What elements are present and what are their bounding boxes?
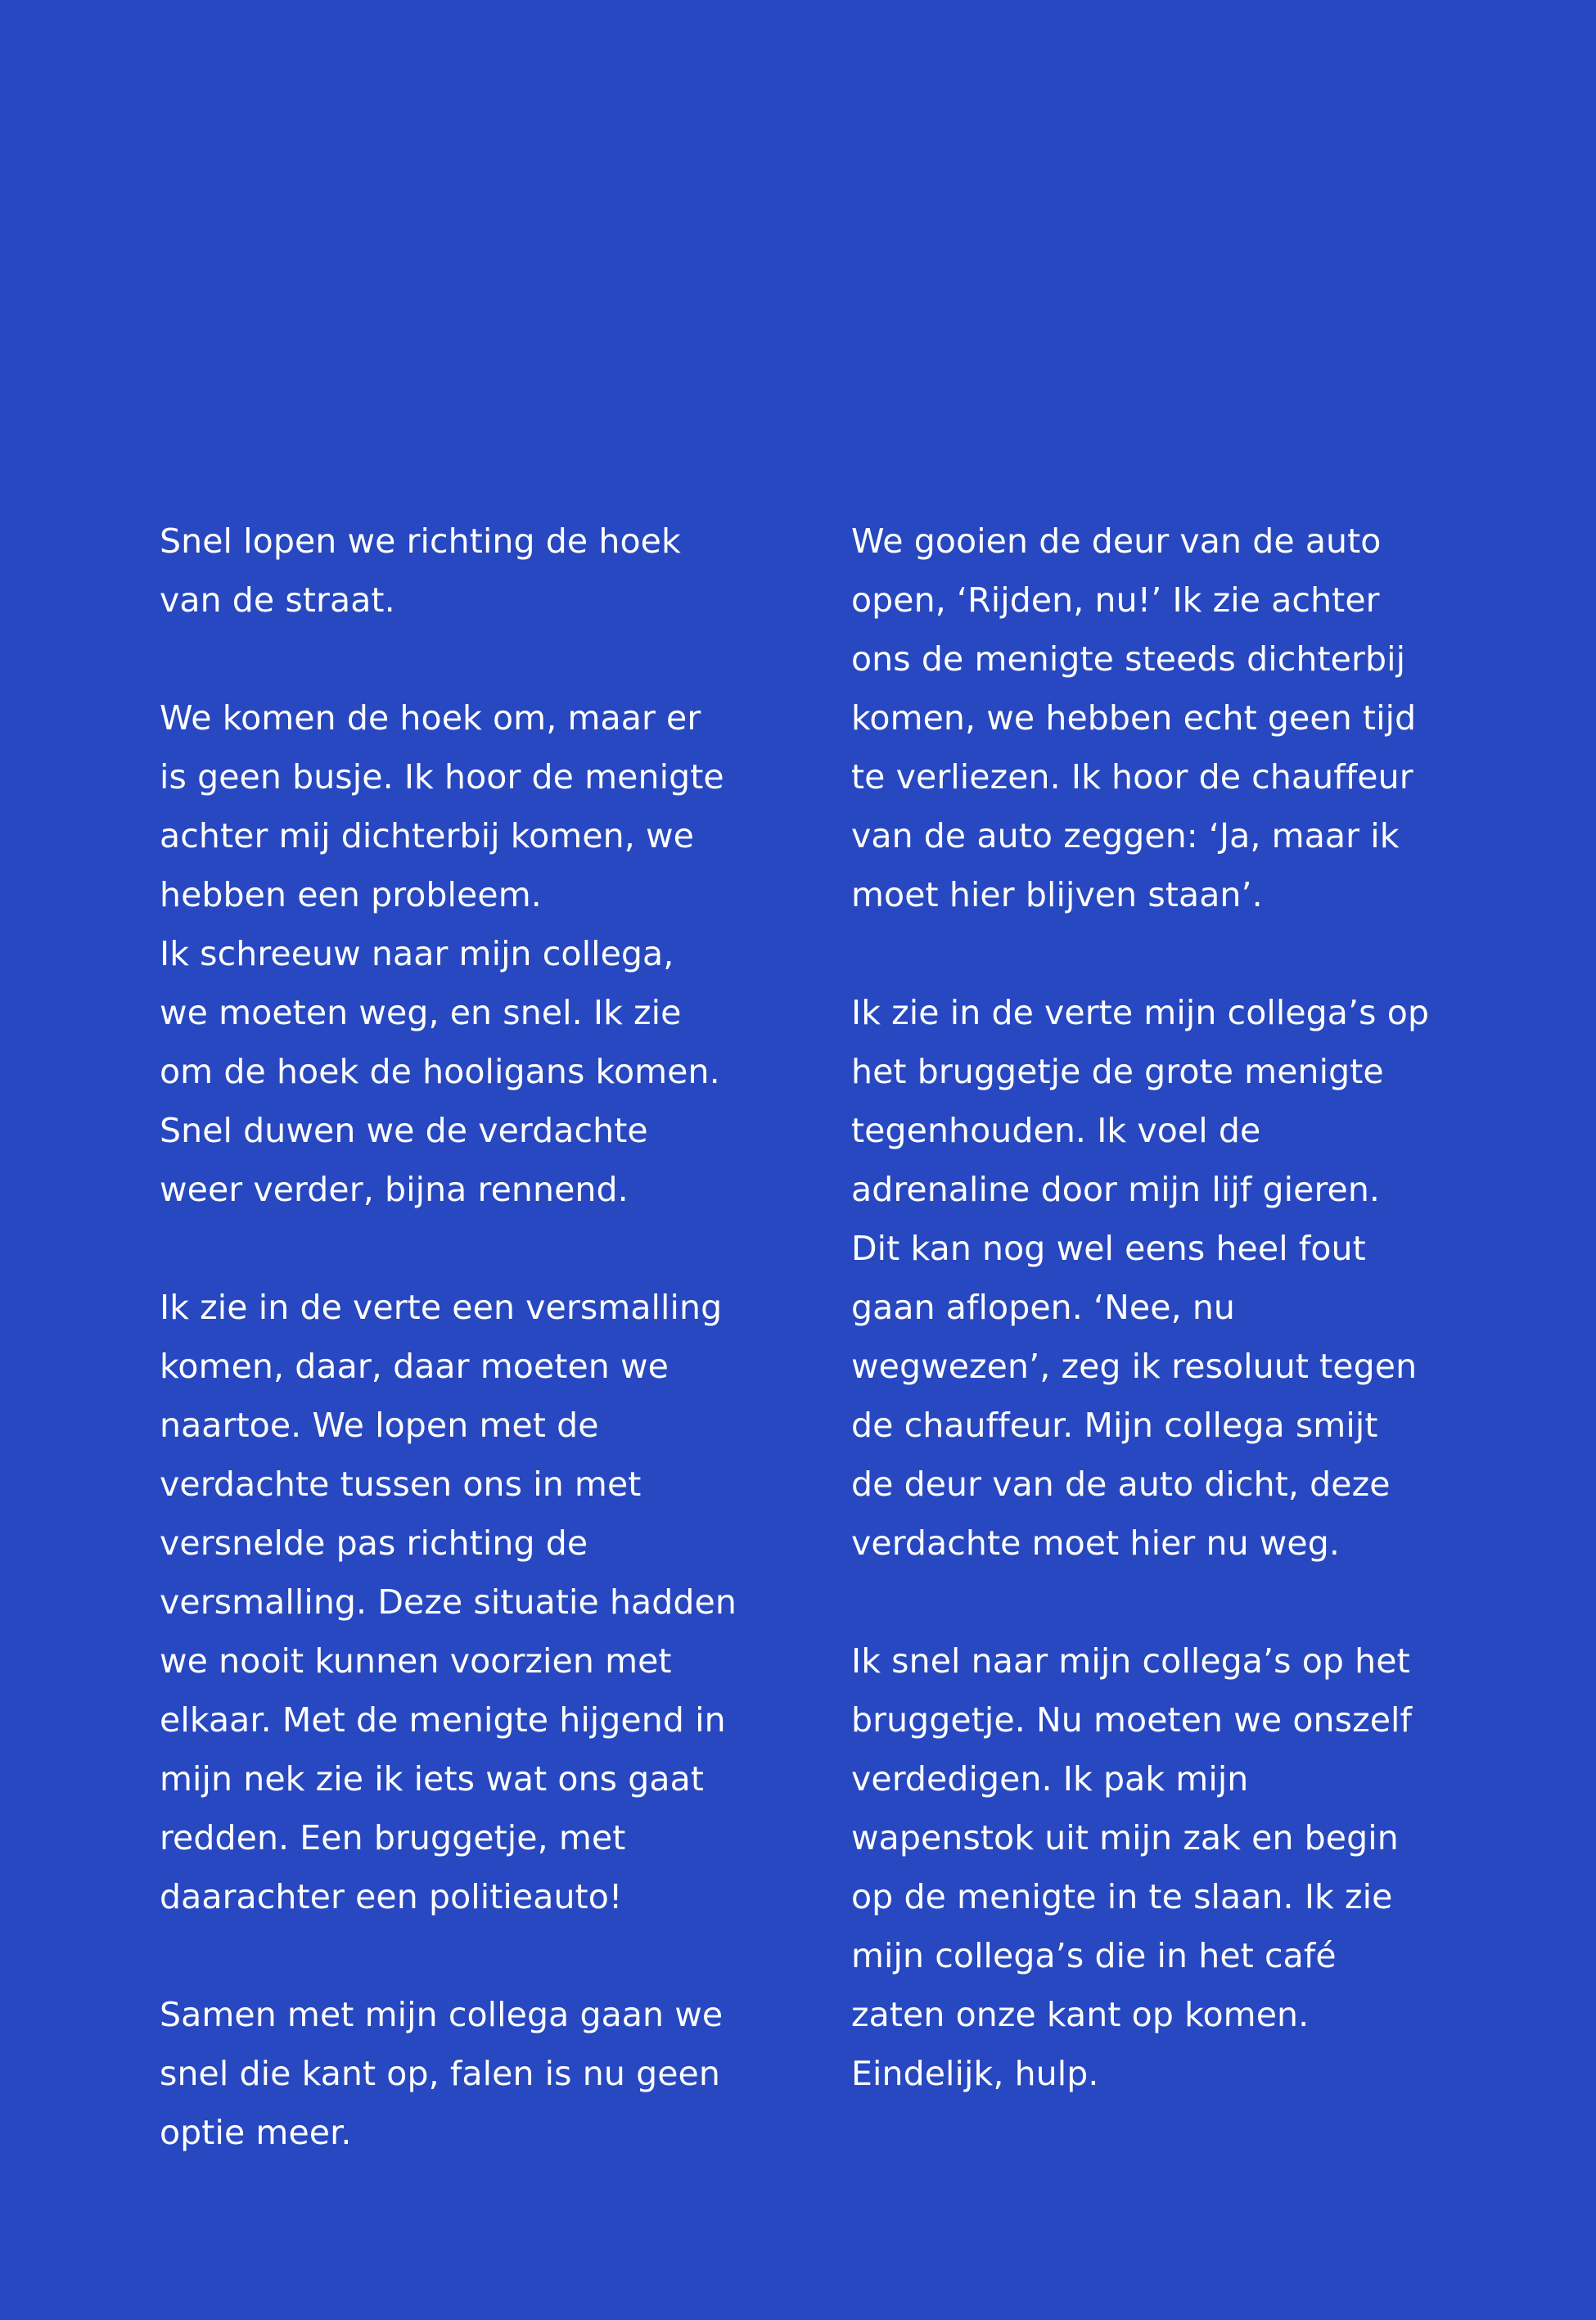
text-line: Dit kan nog wel eens heel fout — [851, 1229, 1366, 1268]
text-line: daarachter een politieauto! — [160, 1877, 623, 1916]
text-line: we nooit kunnen voorzien met — [160, 1641, 672, 1681]
text-line: komen, daar, daar moeten we — [160, 1347, 669, 1386]
text-line: snel die kant op, falen is nu geen — [160, 2054, 720, 2093]
text-line: verdachte tussen ons in met — [160, 1465, 642, 1504]
text-line: adrenaline door mijn lijf gieren. — [851, 1170, 1381, 1209]
paragraph-gap — [851, 1573, 1457, 1632]
text-line: we moeten weg, en snel. Ik zie — [160, 993, 682, 1032]
text-line: op de menigte in te slaan. Ik zie — [851, 1877, 1393, 1916]
text-line: optie meer. — [160, 2113, 352, 2152]
text-line: Snel lopen we richting de hoek — [160, 521, 681, 561]
text-line: redden. Een bruggetje, met — [160, 1818, 626, 1857]
text-line: moet hier blijven staan’. — [851, 875, 1263, 914]
right-column — [851, 512, 1457, 2103]
text-line: Ik zie in de verte een versmalling — [160, 1288, 723, 1327]
text-line: versmalling. Deze situatie hadden — [160, 1582, 737, 1622]
text-line: gaan aflopen. ‘Nee, nu — [851, 1288, 1236, 1327]
paragraph-gap — [851, 924, 1457, 983]
text-line: elkaar. Met de menigte hijgend in — [160, 1700, 726, 1740]
text-line: Ik schreeuw naar mijn collega, — [160, 934, 674, 973]
text-line: verdedigen. Ik pak mijn — [851, 1759, 1249, 1799]
text-line: van de auto zeggen: ‘Ja, maar ik — [851, 816, 1400, 855]
text-line: hebben een probleem. — [160, 875, 542, 914]
text-line: Samen met mijn collega gaan we — [160, 1995, 724, 2034]
text-line: de deur van de auto dicht, deze — [851, 1465, 1391, 1504]
text-line: weer verder, bijna rennend. — [160, 1170, 629, 1209]
text-line: mijn collega’s die in het café — [851, 1936, 1337, 1975]
text-line: mijn nek zie ik iets wat ons gaat — [160, 1759, 705, 1799]
text-line: tegenhouden. Ik voel de — [851, 1111, 1261, 1150]
text-line: We gooien de deur van de auto — [851, 521, 1382, 561]
text-line: Ik zie in de verte mijn collega’s op — [851, 993, 1430, 1032]
paragraph-gap — [160, 630, 765, 688]
text-line: Snel duwen we de verdachte — [160, 1111, 648, 1150]
text-line: de chauffeur. Mijn collega smijt — [851, 1406, 1378, 1445]
text-line: wegwezen’, zeg ik resoluut tegen — [851, 1347, 1418, 1386]
text-line: is geen busje. Ik hoor de menigte — [160, 757, 724, 797]
text-line: Ik snel naar mijn collega’s op het — [851, 1641, 1410, 1681]
text-line: naartoe. We lopen met de — [160, 1406, 599, 1445]
paragraph-gap — [160, 1219, 765, 1278]
text-line: om de hoek de hooligans komen. — [160, 1052, 720, 1091]
paragraph-gap — [160, 1926, 765, 1985]
text-line: We komen de hoek om, maar er — [160, 698, 701, 738]
text-line: Eindelijk, hulp. — [851, 2054, 1099, 2093]
text-line: bruggetje. Nu moeten we onszelf — [851, 1700, 1413, 1740]
text-line: achter mij dichterbij komen, we — [160, 816, 694, 855]
text-line: open, ‘Rijden, nu!’ Ik zie achter — [851, 580, 1380, 620]
text-line: zaten onze kant op komen. — [851, 1995, 1310, 2034]
text-line: van de straat. — [160, 580, 395, 620]
text-line: komen, we hebben echt geen tijd — [851, 698, 1417, 738]
text-line: ons de menigte steeds dichterbij — [851, 639, 1406, 679]
text-line: het bruggetje de grote menigte — [851, 1052, 1384, 1091]
text-line: wapenstok uit mijn zak en begin — [851, 1818, 1399, 1857]
text-line: verdachte moet hier nu weg. — [851, 1523, 1340, 1563]
text-line: versnelde pas richting de — [160, 1523, 588, 1563]
left-column — [160, 512, 765, 2162]
text-line: te verliezen. Ik hoor de chauffeur — [851, 757, 1413, 797]
